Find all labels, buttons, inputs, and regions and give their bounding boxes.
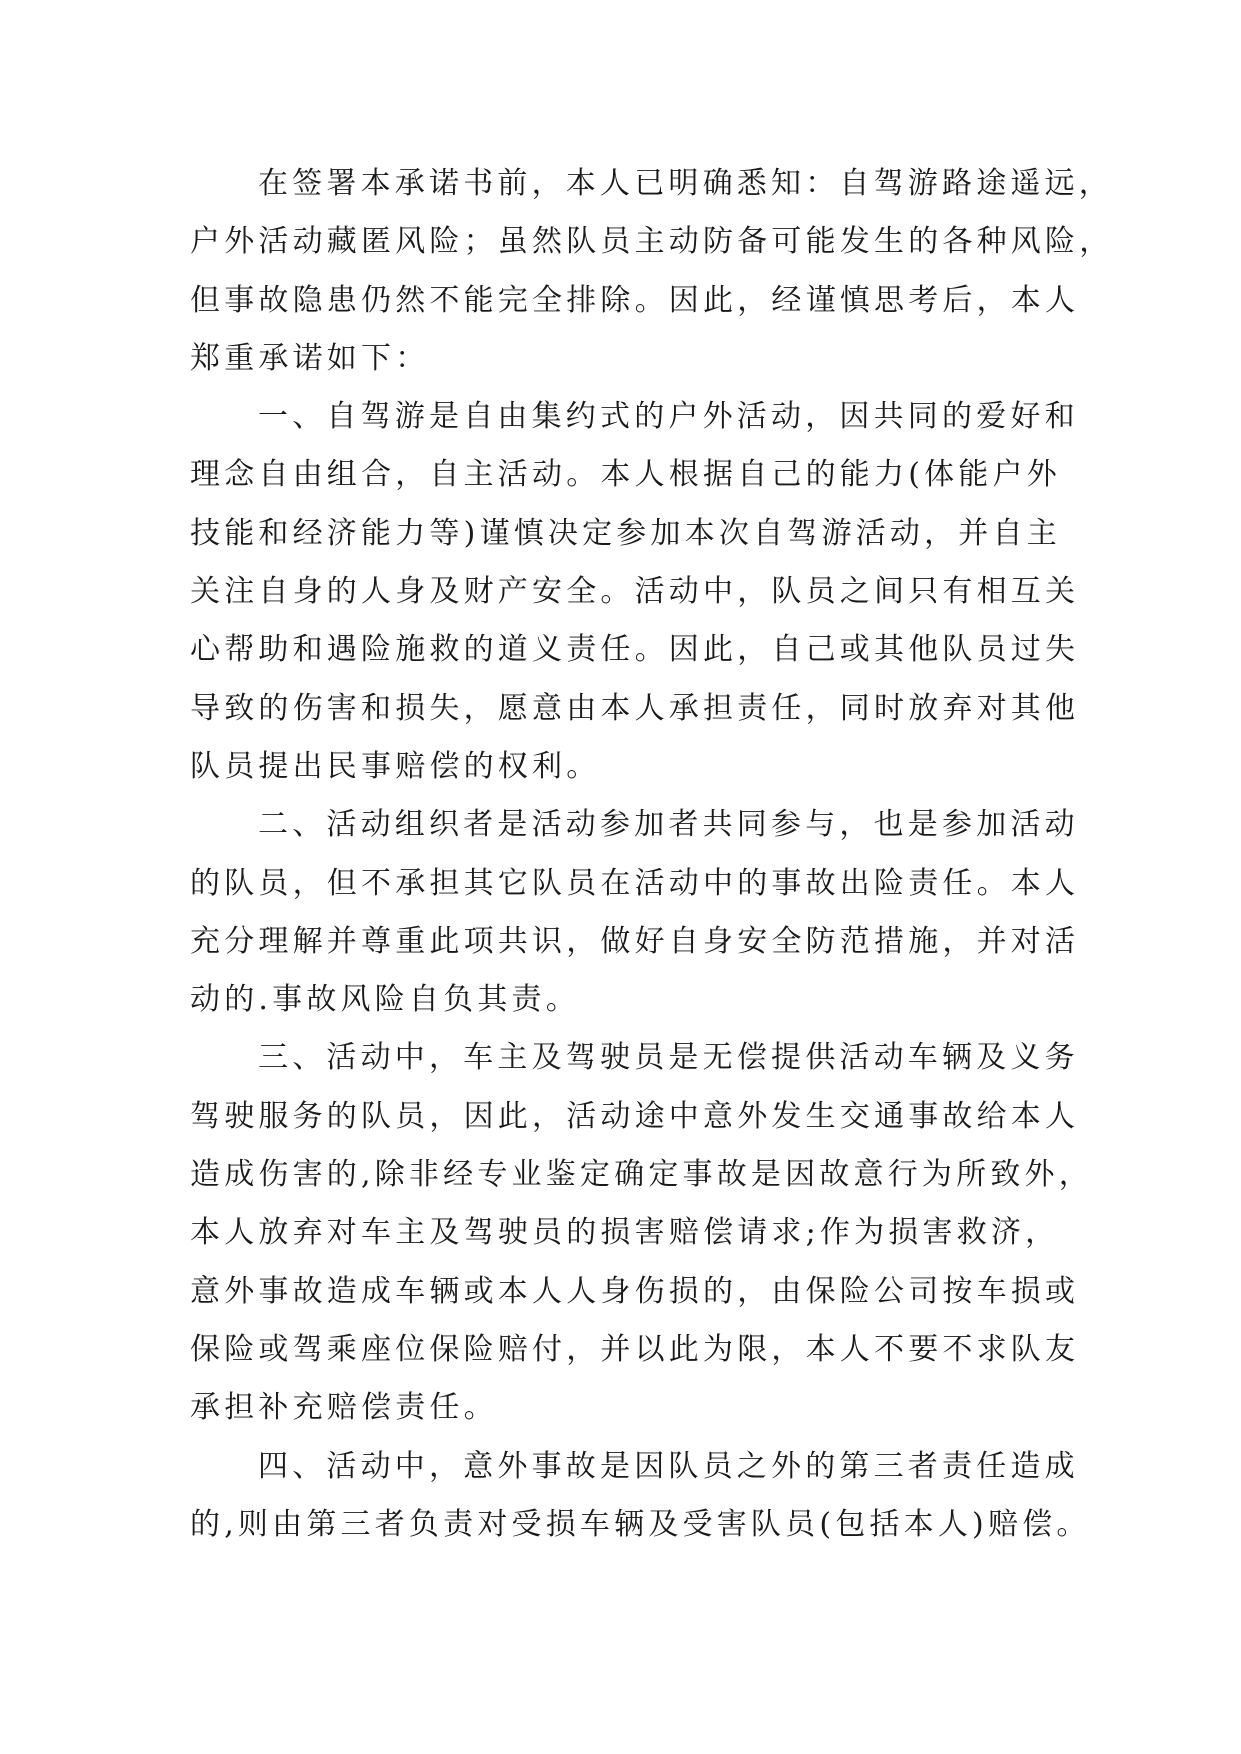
text-line: 队员提出民事赔偿的权利。	[190, 748, 601, 784]
text-line: 驾驶服务的队员，因此，活动途中意外发生交通事故给本人	[190, 1098, 1080, 1134]
text-line: 关注自身的人身及财产安全。活动中，队员之间只有相互关	[190, 574, 1080, 610]
text-line: 户外活动藏匿风险；虽然队员主动防备可能发生的各种风险，	[190, 224, 1114, 260]
paragraph-clause-4	[190, 1438, 1091, 1555]
text-line: 动的.事故风险自负其责。	[190, 982, 580, 1018]
text-line: 的队员，但不承担其它队员在活动中的事故出险责任。本人	[190, 865, 1080, 901]
text-line: 本人放弃对车主及驾驶员的损害赔偿请求;作为损害救济，	[190, 1215, 1060, 1251]
paragraph-clause-2	[190, 796, 1080, 1029]
text-line: 导致的伤害和损失，愿意由本人承担责任，同时放弃对其他	[190, 690, 1080, 726]
text-line: 心帮助和遇险施救的道义责任。因此，自己或其他队员过失	[190, 632, 1080, 668]
text-line: 理念自由组合，自主活动。本人根据自己的能力(体能户外	[190, 457, 1061, 493]
text-line: 技能和经济能力等)谨慎决定参加本次自驾游活动，并自主	[190, 515, 1061, 551]
paragraph-clause-3	[190, 1029, 1093, 1437]
text-line: 一、自驾游是自由集约式的户外活动，因共同的爱好和	[258, 399, 1079, 435]
text-line: 四、活动中，意外事故是因队员之外的第三者责任造成	[258, 1448, 1079, 1484]
text-line: 的,则由第三者负责对受损车辆及受害队员(包括本人)赔偿。	[190, 1506, 1091, 1542]
text-line: 保险或驾乘座位保险赔付，并以此为限，本人不要不求队友	[190, 1331, 1080, 1367]
text-line: 三、活动中，车主及驾驶员是无偿提供活动车辆及义务	[258, 1040, 1079, 1076]
text-line: 充分理解并尊重此项共识，做好自身安全防范措施，并对活	[190, 923, 1080, 959]
text-line: 但事故隐患仍然不能完全排除。因此，经谨慎思考后，本人	[190, 282, 1080, 318]
text-line: 意外事故造成车辆或本人人身伤损的，由保险公司按车损或	[190, 1273, 1080, 1309]
text-line: 郑重承诺如下：	[190, 340, 430, 376]
paragraph-intro	[190, 155, 1114, 388]
commitment-body-text	[190, 155, 1114, 1554]
text-line: 造成伤害的,除非经专业鉴定确定事故是因故意行为所致外，	[190, 1157, 1093, 1193]
text-line: 在签署本承诺书前，本人已明确悉知：自驾游路途遥远，	[258, 166, 1113, 201]
paragraph-clause-1	[190, 388, 1080, 796]
text-line: 二、活动组织者是活动参加者共同参与，也是参加活动	[258, 807, 1079, 843]
text-line: 承担补充赔偿责任。	[190, 1390, 498, 1426]
